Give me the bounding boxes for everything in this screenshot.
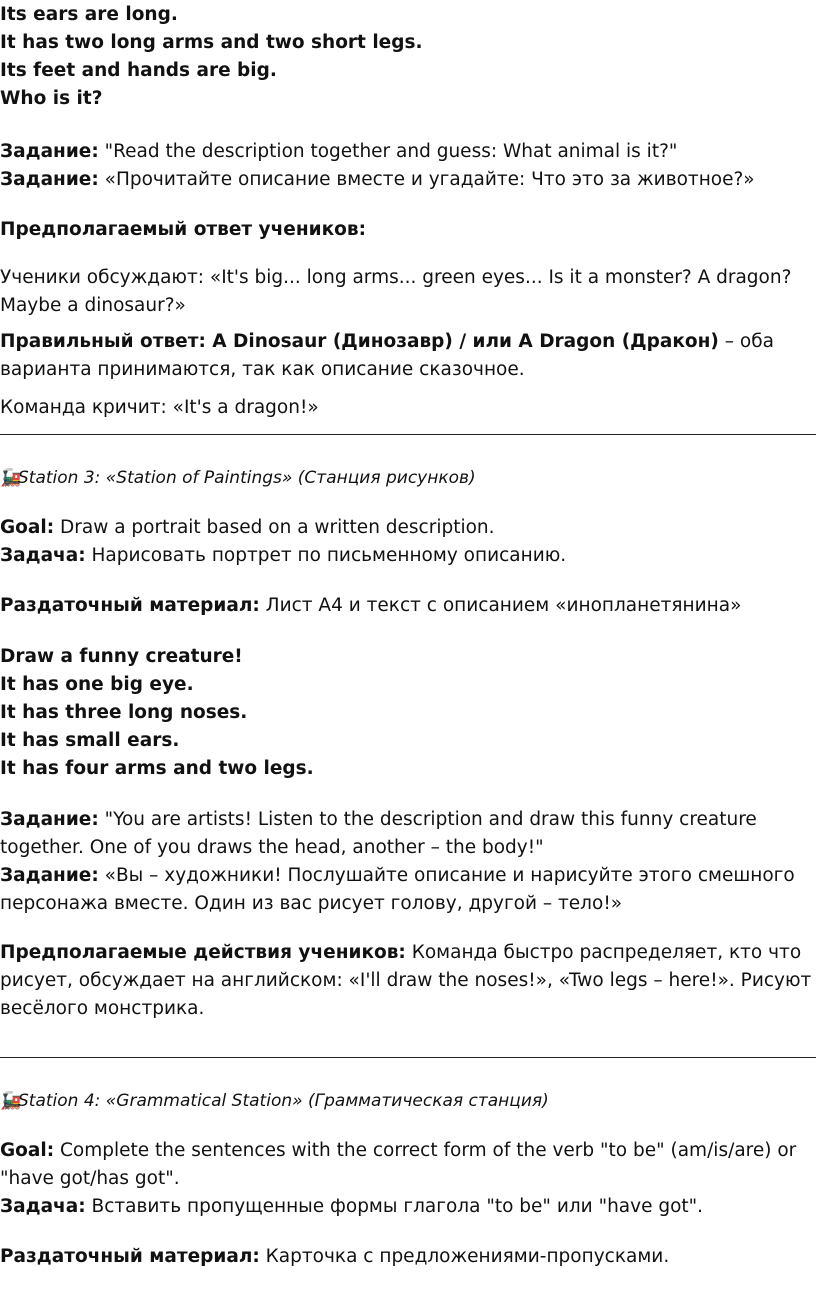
- station-3-title: 🚂Station 3: «Station of Paintings» (Станция рисунков): [0, 464, 800, 492]
- station-3-handout: Раздаточный материал: Лист А4 и текст с описанием «инопланетянина»: [0, 595, 742, 616]
- divider: [0, 434, 816, 435]
- station-4-title: 🚂Station 4: «Grammatical Station» (Грамматическая станция): [0, 1087, 800, 1115]
- description-line: It has three long noses.: [0, 702, 248, 723]
- correct-answer: Правильный ответ: A Dinosaur (Динозавр) / или A Dragon (Дракон) – оба варианта принимаются, так как описание сказочное.: [0, 331, 774, 380]
- station-3-actions: Предполагаемые действия учеников: Команда быстро распределяет, кто что рисует, обсуждает на английском: «I'll draw the noses!», «Two legs – here!». Рисуют весёлого монстрика.: [0, 942, 812, 1019]
- students-discussion: Ученики обсуждают: «It's big... long arms... green eyes... Is it a monster? A dragon? Maybe a dinosaur?»: [0, 267, 792, 316]
- description-line: Its ears are long.: [0, 4, 178, 25]
- station-3-assignment: Задание: "You are artists! Listen to the description and draw this funny creature together. One of you draws the head, another – the body!" Задание: «Вы – художники! Послушайте описание и нарисуйте этого смешного персонажа вместе. Один из вас рисует голову, другой – тело!»: [0, 809, 795, 914]
- description-line: Its feet and hands are big.: [0, 60, 277, 81]
- description-line: It has small ears.: [0, 730, 180, 751]
- description-line: It has two long arms and two short legs.: [0, 32, 423, 53]
- station-3-goal: Goal: Draw a portrait based on a written description. Задача: Нарисовать портрет по письменному описанию.: [0, 517, 567, 566]
- task-ru: Задание: «Прочитайте описание вместе и угадайте: Что это за животное?»: [0, 169, 755, 190]
- divider: [0, 1057, 816, 1058]
- description-line: It has one big eye.: [0, 674, 194, 695]
- expected-answer-heading: Предполагаемый ответ учеников:: [0, 219, 366, 240]
- station-4-handout: Раздаточный материал: Карточка с предложениями-пропусками.: [0, 1246, 670, 1267]
- creature-description: [0, 643, 800, 783]
- task-block-1: [0, 138, 800, 194]
- description-line: Draw a funny creature!: [0, 646, 243, 667]
- station-4-goal: Goal: Complete the sentences with the correct form of the verb "to be" (am/is/are) or "have got/has got". Задача: Вставить пропущенные формы глагола "to be" или "have got".: [0, 1140, 797, 1217]
- train-icon: 🚂: [0, 468, 22, 488]
- description-line: Who is it?: [0, 88, 103, 109]
- train-icon: 🚂: [0, 1091, 22, 1111]
- description-line: It has four arms and two legs.: [0, 758, 314, 779]
- team-shouts: Команда кричит: «It's a dragon!»: [0, 397, 319, 418]
- dragon-description: [0, 1, 800, 113]
- task-en: Задание: "Read the description together and guess: What animal is it?": [0, 141, 678, 162]
